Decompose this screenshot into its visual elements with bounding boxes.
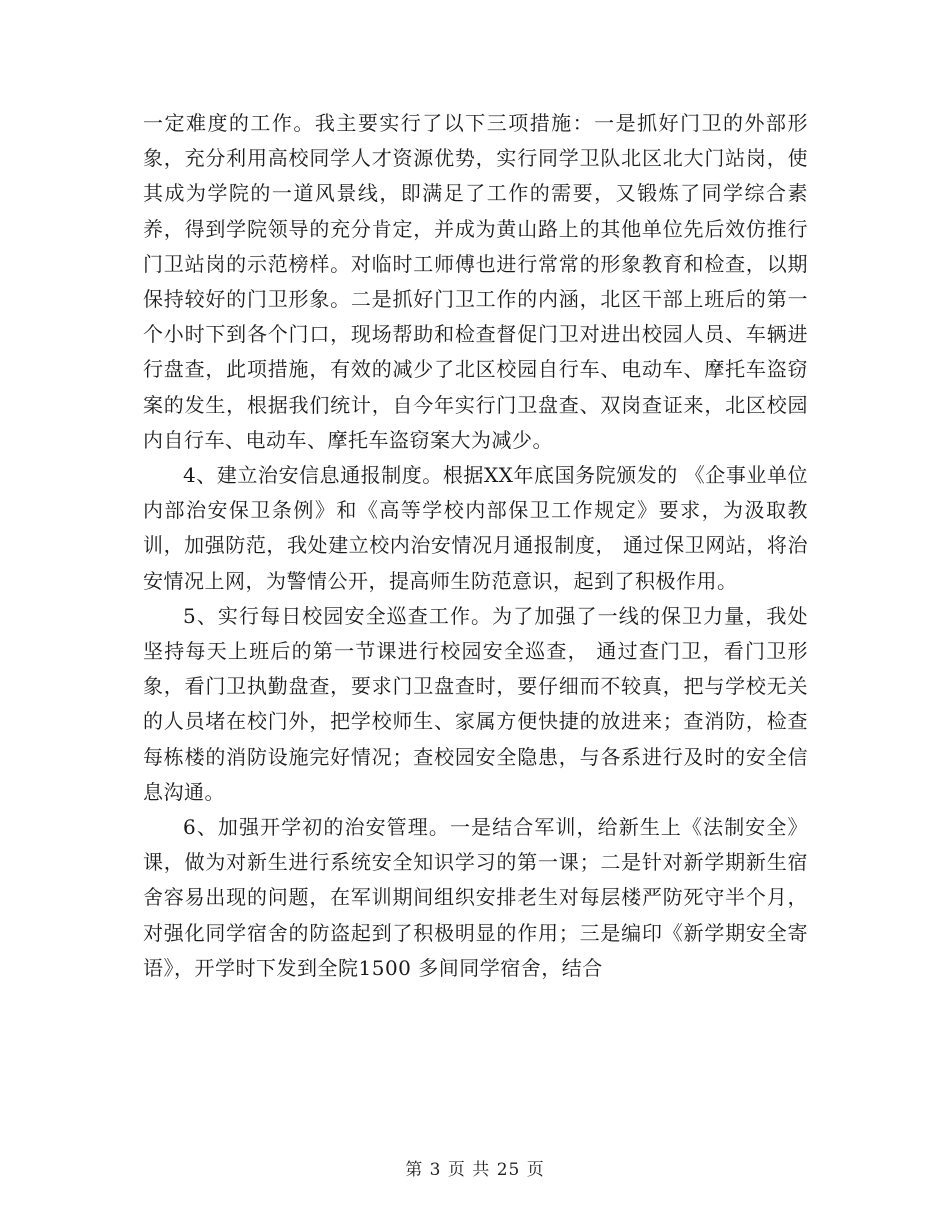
document-body [143, 106, 808, 986]
paragraph-semester-management: 6、加强开学初的治安管理。一是结合军训，给新生上《法制安全》课，做为对新生进行系统安全知识学习的第一课；二是针对新学期新生宿舍容易出现的问题，在军训期间组织安排老生对每层楼严防死守半个月，对强化同学宿舍的防盗起到了积极明显的作用；三是编印《新学期安全寄语》，开学时下发到全院1500 多间同学宿舍，结合 [143, 815, 808, 980]
paragraph-security-info-report: 4、建立治安信息通报制度。根据XX年底国务院颁发的 《企事业单位内部治安保卫条例》和《高等学校内部保卫工作规定》要求，为汲取教训，加强防范，我处建立校内治安情况月通报制度， 通过保卫网站，将治安情况上网，为警情公开，提高师生防范意识，起到了积极作用。 [143, 463, 808, 593]
paragraph-gate-measures: 一定难度的工作。我主要实行了以下三项措施：一是抓好门卫的外部形象，充分利用高校同学人才资源优势，实行同学卫队北区北大门站岗，使其成为学院的一道风景线，即满足了工作的需要，又锻炼了同学综合素养，得到学院领导的充分肯定，并成为黄山路上的其他单位先后效仿推行门卫站岗的示范榜样。对临时工师傅也进行常常的形象教育和检查，以期保持较好的门卫形象。二是抓好门卫工作的内涵，北区干部上班后的第一个小时下到各个门口，现场帮助和检查督促门卫对进出校园人员、车辆进行盘查，此项措施，有效的减少了北区校园自行车、电动车、摩托车盗窃案的发生，根据我们统计，自今年实行门卫盘查、双岗查证来，北区校园内自行车、电动车、摩托车盗窃案大为减少。 [143, 111, 808, 452]
paragraph-daily-patrol: 5、实行每日校园安全巡查工作。为了加强了一线的保卫力量，我处坚持每天上班后的第一节课进行校园安全巡查， 通过查门卫，看门卫形象，看门卫执勤盘查，要求门卫盘查时，要仔细而不较真，把与学校无关的人员堵在校门外，把学校师生、家属方便快捷的放进来；查消防，检查每栋楼的消防设施完好情况；查校园安全隐患，与各系进行及时的安全信息沟通。 [143, 603, 808, 804]
page-number-footer: 第 3 页 共 25 页 [405, 1160, 545, 1180]
